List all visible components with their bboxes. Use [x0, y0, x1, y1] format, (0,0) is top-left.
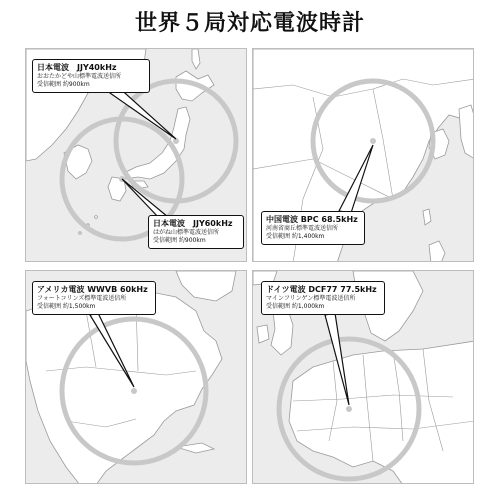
station-label: 中国電波 BPC 68.5kHz: [266, 215, 358, 224]
callout-jjy40: [32, 59, 150, 93]
range-label: 受信範囲 約900km: [37, 81, 90, 88]
callout-dcf77: [261, 281, 385, 315]
transmitter-marker-wwvb: [131, 388, 137, 394]
callout-wwvb: [32, 281, 156, 315]
station-label: 日本電波 JJY60kHz: [153, 219, 233, 228]
range-label: 受信範囲 約900km: [153, 237, 206, 244]
location-label: マインフリンゲン標準電波送信所: [266, 295, 356, 302]
callout-jjy60: [148, 215, 244, 249]
page-title: 世界５局対応電波時計: [134, 11, 365, 36]
transmitter-marker-bpc: [370, 138, 376, 144]
map-panel-germany: [252, 270, 474, 484]
location-label: はがね山標準電波送信所: [153, 229, 220, 236]
transmitter-marker-dcf77: [346, 406, 352, 412]
map-panel-japan: [25, 48, 247, 262]
station-label: ドイツ電波 DCF77 77.5kHz: [266, 285, 377, 294]
station-label: 日本電波 JJY40kHz: [37, 63, 117, 72]
map-panel-usa: [25, 270, 247, 484]
location-label: 河南省商丘標準電波送信所: [266, 225, 339, 232]
range-label: 受信範囲 約1,000km: [266, 303, 325, 310]
callout-bpc: [261, 211, 365, 245]
range-label: 受信範囲 約1,500km: [37, 303, 96, 310]
station-label: アメリカ電波 WWVB 60kHz: [37, 285, 148, 294]
location-label: おおたかどや山標準電波送信所: [37, 73, 122, 80]
range-label: 受信範囲 約1,400km: [266, 233, 325, 240]
map-panel-china: [252, 48, 474, 262]
location-label: フォートコリンズ標準電波送信所: [37, 295, 127, 302]
